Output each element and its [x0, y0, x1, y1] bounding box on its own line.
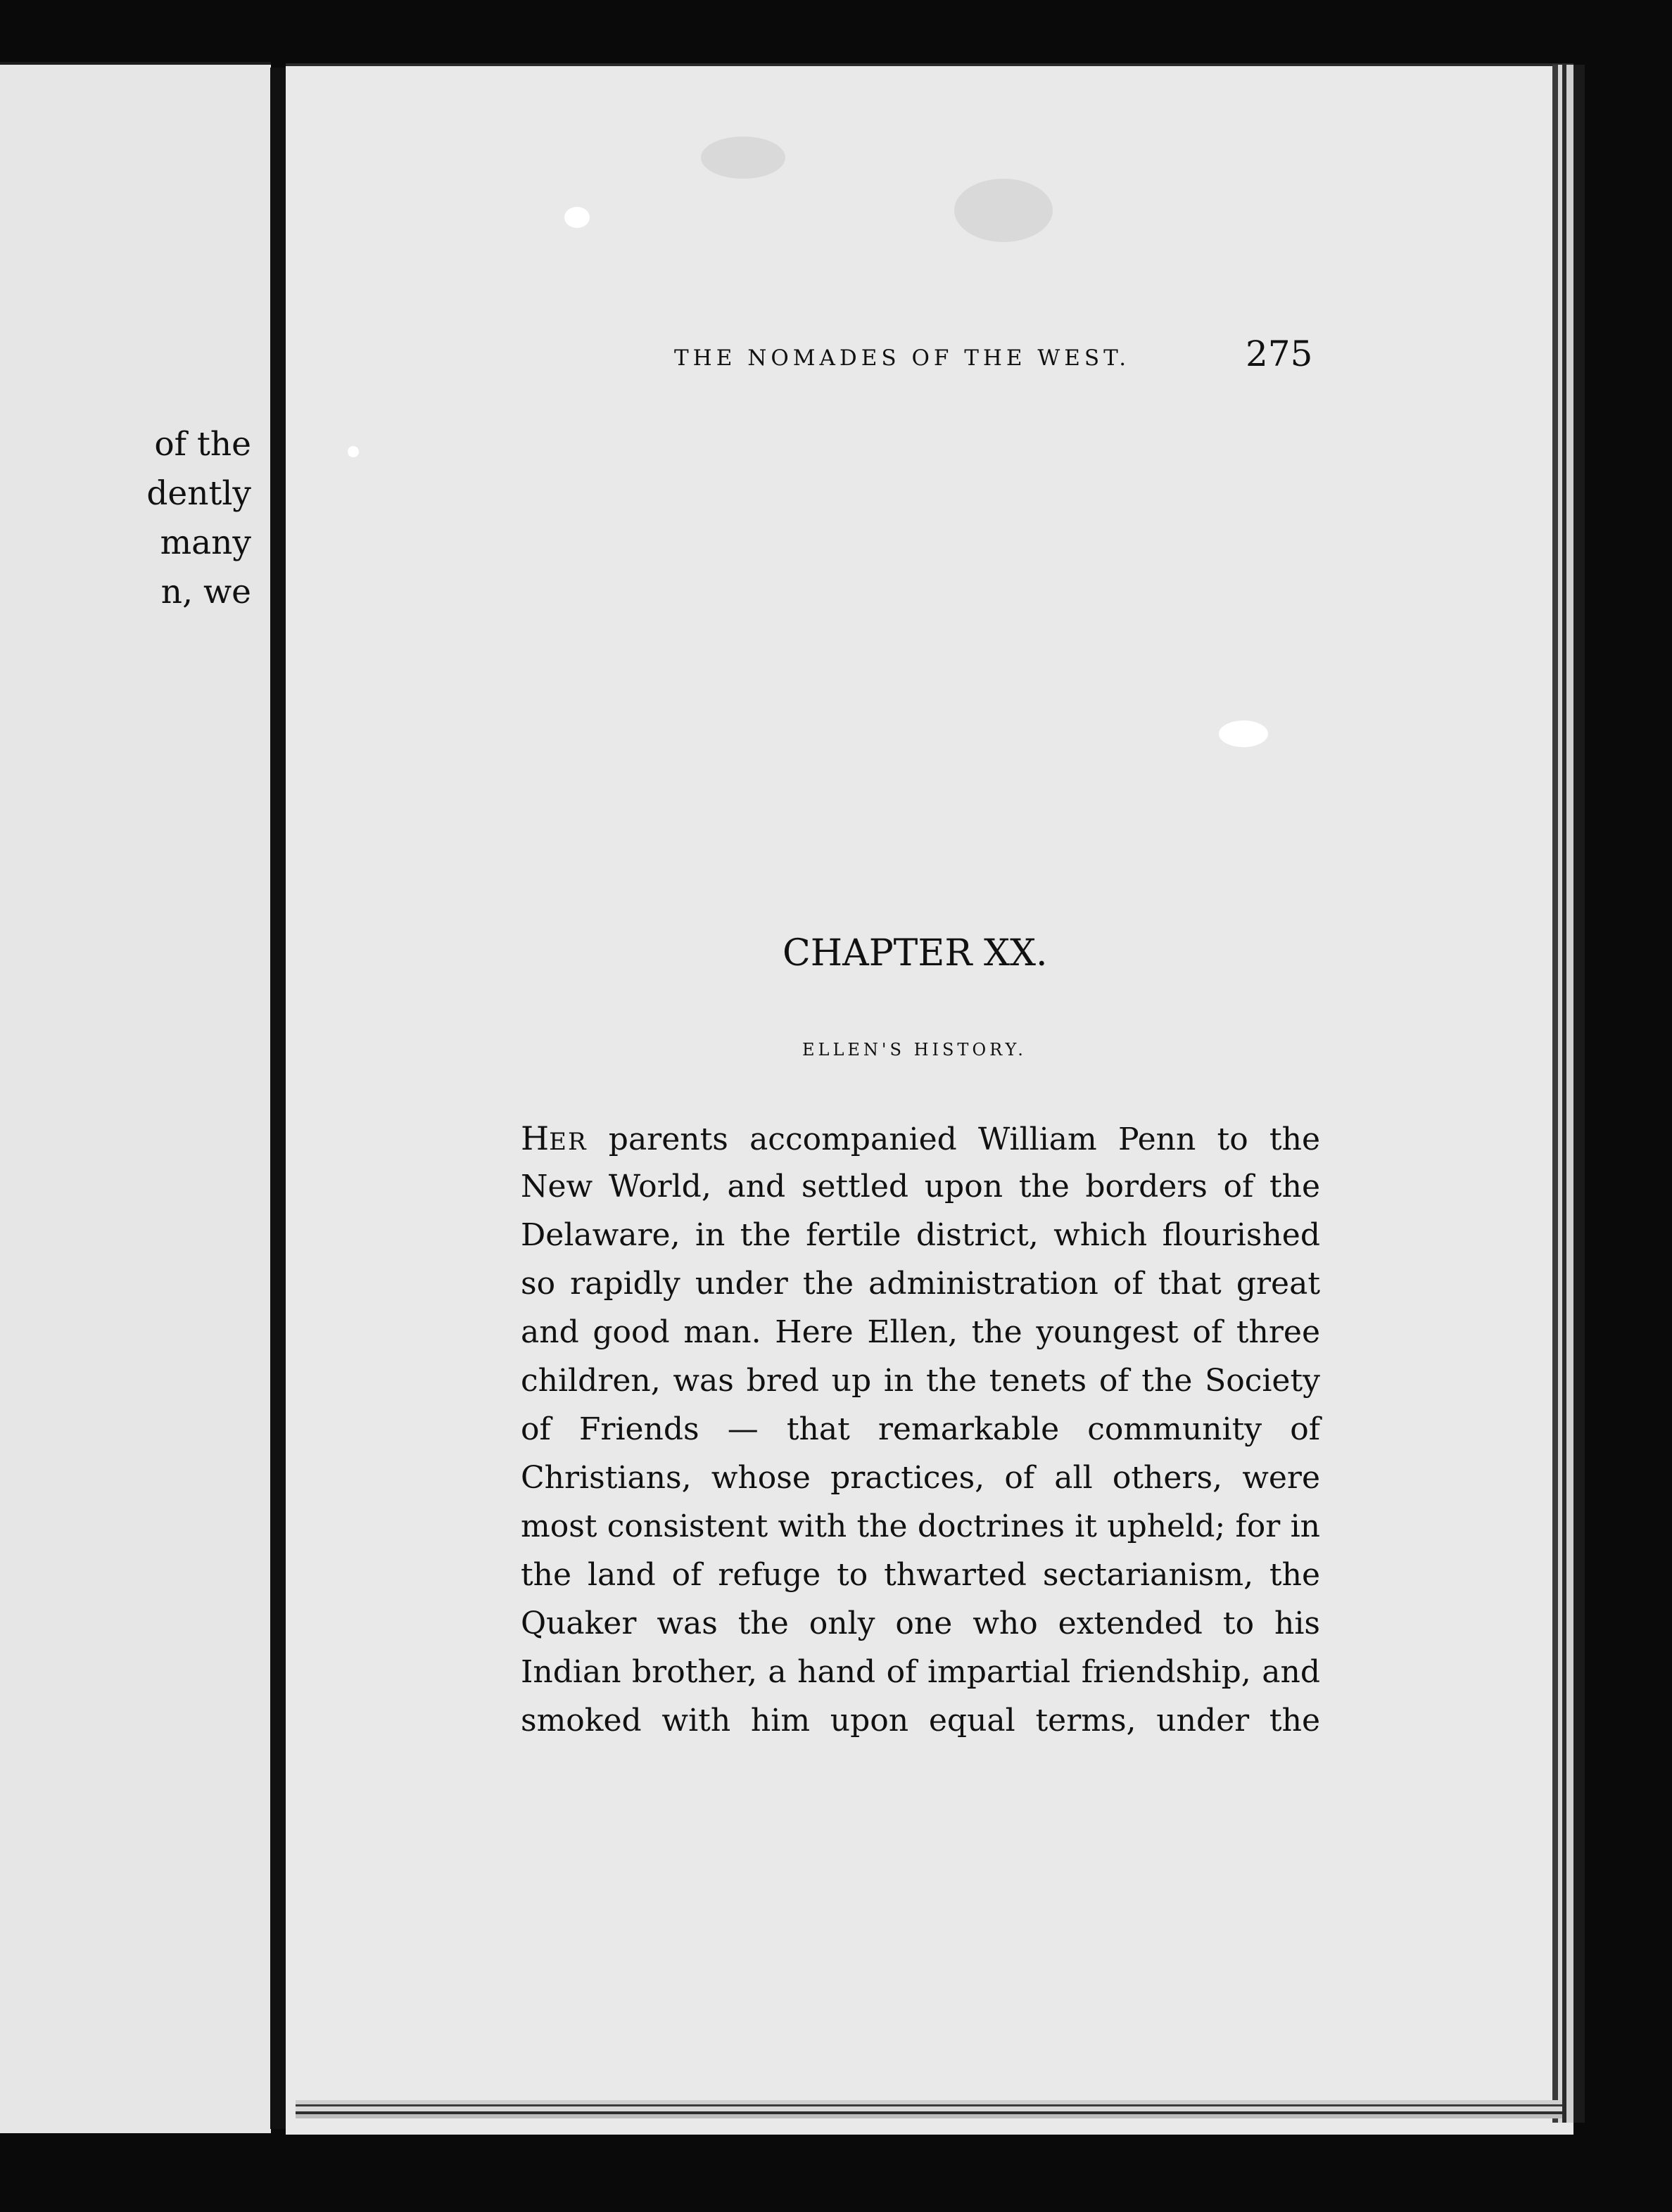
left-page-line: many — [160, 523, 251, 562]
left-page-line: of the — [154, 425, 251, 464]
body-line: Quaker was the only one who extended to his — [521, 1606, 1320, 1641]
chapter-subtitle: ELLEN'S HISTORY. — [802, 1040, 1027, 1060]
page-bottom-edge — [296, 2100, 1562, 2118]
body-line: Indian brother, a hand of impartial friendship, and — [521, 1654, 1320, 1690]
body-line: Christians, whose practices, of all others, were — [521, 1460, 1320, 1496]
body-line: of Friends — that remarkable community of — [521, 1411, 1320, 1447]
body-line: New World, and settled upon the borders of the — [521, 1169, 1320, 1204]
paper-stain — [701, 136, 785, 179]
left-page — [0, 62, 271, 2133]
body-first-line — [521, 1115, 1320, 1165]
first-line-rest: parents accompanied William Penn to the — [608, 1121, 1320, 1157]
page-number: 275 — [1246, 333, 1313, 374]
body-line: children, was bred up in the tenets of the Society — [521, 1363, 1320, 1399]
body-line: smoked with him upon equal terms, under the — [521, 1703, 1320, 1739]
body-line: most consistent with the doctrines it upheld; for in — [521, 1508, 1320, 1544]
body-line: Delaware, in the fertile district, which flourished — [521, 1217, 1320, 1253]
first-word-smallcaps: ER — [549, 1128, 588, 1156]
book-gutter — [270, 68, 286, 2129]
left-page-line: dently — [146, 474, 251, 513]
chapter-title: CHAPTER XX. — [783, 932, 1048, 974]
paper-blemish — [348, 446, 359, 457]
first-word-initial: H — [521, 1119, 550, 1157]
body-line: so rapidly under the administration of that great — [521, 1266, 1320, 1302]
paper-blemish — [1219, 720, 1268, 747]
body-line: the land of refuge to thwarted sectarianism, the — [521, 1557, 1320, 1593]
page-edge — [1552, 65, 1585, 2123]
right-page — [286, 63, 1573, 2135]
paper-stain — [954, 179, 1053, 242]
body-line: and good man. Here Ellen, the youngest of three — [521, 1314, 1320, 1350]
running-head: THE NOMADES OF THE WEST. — [674, 345, 1131, 371]
left-page-line: n, we — [160, 573, 251, 611]
paper-blemish — [564, 207, 590, 228]
